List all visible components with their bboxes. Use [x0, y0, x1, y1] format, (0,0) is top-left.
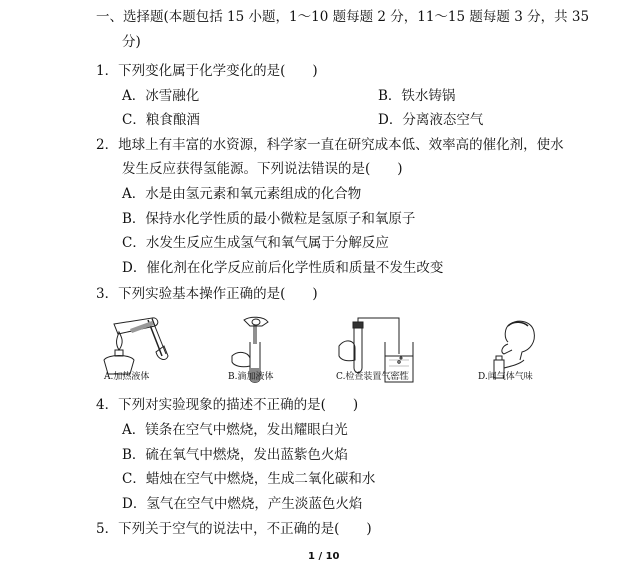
question-3-stem: 3．下列实验基本操作正确的是( )	[96, 286, 318, 302]
question-4-stem: 4．下列对实验现象的描述不正确的是( )	[96, 397, 359, 413]
question-4-option-d: D．氢气在空气中燃烧，产生淡蓝色火焰	[122, 496, 363, 512]
question-1-option-d: D．分离液态空气	[378, 112, 484, 128]
question-4-option-a: A．镁条在空气中燃烧，发出耀眼白光	[122, 422, 348, 438]
question-2-option-b: B．保持水化学性质的最小微粒是氢原子和氧原子	[122, 211, 416, 227]
question-1-option-b: B．铁水铸锅	[378, 88, 456, 104]
figure-caption-d: D.闻气体气味	[478, 372, 533, 382]
question-1-option-a: A．冰雪融化	[122, 88, 200, 104]
question-1-option-c: C．粮食酿酒	[122, 112, 200, 128]
question-2-stem-line1: 2．地球上有丰富的水资源，科学家一直在研究成本低、效率高的催化剂，使水	[96, 137, 564, 153]
question-2-option-c: C．水发生反应生成氢气和氧气属于分解反应	[122, 235, 389, 251]
figure-caption-c: C.检查装置气密性	[336, 372, 409, 382]
question-4-option-b: B．硫在氧气中燃烧，发出蓝紫色火焰	[122, 447, 348, 463]
figure-caption-b: B.滴加液体	[228, 372, 274, 382]
question-1-stem: 1．下列变化属于化学变化的是( )	[96, 63, 318, 79]
figure-caption-a: A.加热液体	[104, 372, 150, 382]
question-2-option-a: A．水是由氢元素和氧元素组成的化合物	[122, 186, 362, 202]
section-heading-line2: 分)	[122, 34, 141, 50]
question-2-option-d: D．催化剂在化学反应前后化学性质和质量不发生改变	[122, 260, 444, 276]
question-4-option-c: C．蜡烛在空气中燃烧，生成二氧化碳和水	[122, 471, 376, 487]
question-2-stem-line2: 发生反应获得氢能源。下列说法错误的是( )	[122, 161, 403, 177]
question-5-stem: 5．下列关于空气的说法中，不正确的是( )	[96, 521, 372, 537]
section-heading-line1: 一、选择题(本题包括 15 小题，1～10 题每题 2 分，11～15 题每题 3 分，共 35	[96, 9, 590, 25]
page-number: 1 / 10	[308, 551, 340, 562]
